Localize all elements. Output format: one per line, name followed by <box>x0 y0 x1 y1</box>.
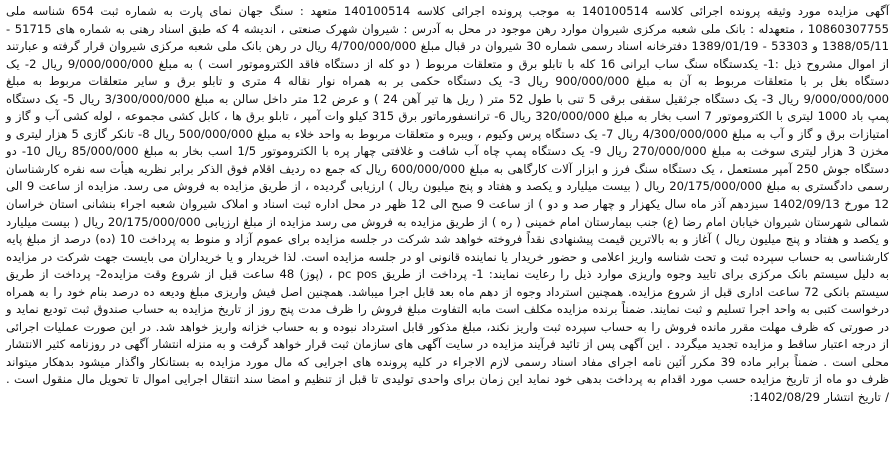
auction-notice-body: آگهی مزایده مورد وثیقه پرونده اجرائی کلاسه 140100514 به موجب پرونده اجرائی کلاسه 140100514 متعهد : سنگ جهان نمای پارت به شماره ثبت 654 شناسه ملی 10860307755 ، متعهدله : بانک ملی شعبه مرکزی شیروان موارد رهن موجود در محل به آدرس : شیروان شهرک صنعتی ، اندیشه 4 که طبق اسناد رهنی به شماره های 51715 - 1388/05/11 و 53303 - 1389/01/19 دفترخانه اسناد رسمی شماره 30 شیروان در قبال مبلغ 4/700/000/000 ریال در رهن بانک ملی شعبه مرکزی شیروان قرار گرفته و عبارتند از اموال مشروح ذیل :1- یکدستگاه سنگ ساب ایرانی 16 کله با تابلو برق و متعلقات مربوط ( دو کله از دستگاه فاقد الکتروموتور است ) به مبلغ 9/000/000/000 ریال 2- یک دستگاه بغل بر با متعلقات مربوط به آن به مبلغ 900/000/000 ریال 3- یک دستگاه حکمی بر به همراه نوار نقاله 4 متری و تابلو برق و سایر متعلقات مربوط به مبلغ 9/000/000/000 ریال 3- یک دستگاه جرثقیل سقفی برقی 5 تنی با طول 52 متر ( ریل ها تیر آهن 24 ) و عرض 12 متر داخل سالن به مبلغ 3/300/000/000 ریال 5- یک دستگاه پمپ باد 1000 لیتری با الکتروموتور 7 اسب بخار به مبلغ 320/000/000 ریال 6- ترانسفورماتور برق 315 کیلو وات آمپر ، تابلو برق ها ، کابل کشی مجموعه ، لوله کشی آب و گاز و امتیازات برق و گاز و آب به مبلغ 4/300/000/000 ریال 7- یک دستگاه پرس وکیوم ، ویبره و متعلقات مربوط به واحد خلاء به مبلغ 500/000/000 ریال 8- تانکر گازی 5 هزار لیتری و مخزن 3 هزار لیتری سوخت به مبلغ 270/000/000 ریال 9- یک دستگاه پمپ چاه آب شافت و غلافتی چهار پره با الکتروموتور 1/5 اسب بخار به مبلغ 85/000/000 ریال 10- دو دستگاه جوش 250 آمپر مستعمل ، یک دستگاه سنگ فرز و ابزار آلات کارگاهی به مبلغ 600/000/000 ریال که جمع ده ردیف اقلام فوق الذکر برابر نظریه هیأت سه نفره کارشناسان رسمی دادگستری به مبلغ 20/175/000/000 ریال ( بیست میلیارد و یکصد و هفتاد و پنج میلیون ریال ) ارزیابی گردیده ، از طریق مزایده به فروش می رسد. مزایده از ساعت 9 الی 12 مورخ 1402/09/13 سیزدهم آذر ماه سال یکهزار و چهار صد و دو ) از ساعت 9 صبح الی 12 ظهر در محل اداره ثبت اسناد و املاک شیروان شعبه اجراء بنشانی استان خراسان شمالی شهرستان شیروان خیابان امام رضا (ع) جنب بیمارستان امام خمینی ( ره ) از طریق مزایده به فروش می رسد مزایده از مبلغ ارزیابی 20/175/000/000 ریال ( بیست میلیارد و یکصد و هفتاد و پنج میلیون ریال ) آغاز و به بالاترین قیمت پیشنهادی نقداً فروخته خواهد شد شرکت در جلسه مزایده برای عموم آزاد و منوط به پرداخت 10 (ده) درصد از مبلغ پایه کارشناسی به حساب سپرده ثبت و تحت شناسه واریز اعلامی و حضور خریدار یا نماینده قانونی او در جلسه مزایده است. لذا خریدار و یا خریداران می بایست جهت شرکت در مزایده به دلیل سیستم بانک مرکزی برای تایید وجوه واریزی موارد ذیل را رعایت نمایند: 1- پرداخت از طریق pc pos ، (پوز) 48 ساعت قبل از شروع وقت مزایده2- پرداخت از طریق سیستم بانکی 72 ساعت اداری قبل از شروع مزایده. همچنین استرداد وجوه از دهم ماه بعد قابل اجرا میباشد. همچنین اصل فیش واریزی مبلغ ودیعه ده درصد بنام خود را به همراه درخواست کتبی به واحد اجرا تسلیم و ثبت نمایند. ضمناً برنده مزایده مکلف است مابه التفاوت مبلغ فروش را ظرف مدت پنج روز از تاریخ مزایده به حساب صندوق ثبت تودیع نماید و در صورتی که ظرف مهلت مقرر مانده فروش را به حساب سپرده ثبت واریز نکند، مبلغ مذکور قابل استرداد نبوده و به حساب خزانه واریز خواهد شد. در این صورت عملیات اجرائی از درجه اعتبار ساقط و مزایده تجدید میگردد . این آگهی پس از تائید فرآیند مزایده در سایت آگهی های سازمان ثبت قرار خواهد گرفت و به منزله انتشار آگهی در روزنامه کثیر الانتشار محلی است . ضمناً برابر ماده 39 مکرر آئین نامه اجرای مفاد اسناد رسمی لازم الاجراء در کلیه پرونده های اجرایی که مال مورد مزایده به بستانکار واگذار میشود بدهکار میتواند ظرف دو ماه از تاریخ مزایده حسب مورد اقدام به پرداخت بدهی خود نماید این زمان برای واحدی تولیدی تا قبل از تنظیم و امضا سند انتقال اجرایی اموال تا تحویل مال منقول است . / تاریخ انتشار 1402/08/29: <box>6 4 890 405</box>
